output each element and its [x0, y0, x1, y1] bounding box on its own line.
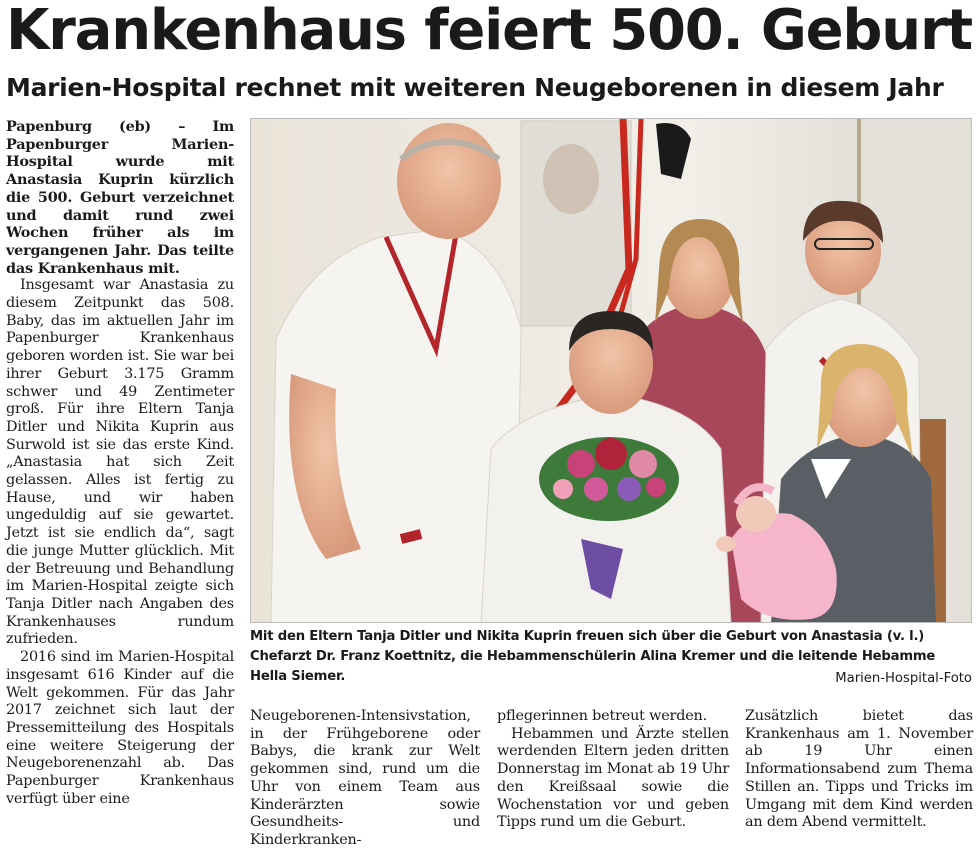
text-column-1 [6, 118, 234, 808]
news-photo [250, 118, 972, 623]
body-paragraph-3: Hebammen und Ärzte stellen werdenden Eltern jeden dritten Donnerstag im Monat ab 19 Uhr den Kreißsaal sowie die Wochenstation vor und geben Tipps rund um die Geburt. [497, 725, 729, 831]
subheadline: Marien-Hospital rechnet mit weiteren Neugeborenen in diesem Jahr [6, 73, 944, 102]
body-paragraph-2-continued: Neugeborenen-Intensivstation, in der Frühgeborene oder Babys, die krank zur Welt gekommen sind, rund um die Uhr von einem Team aus Kinderärzten sowie Gesundheits- und Kinderkranken- [250, 708, 480, 848]
body-paragraph-2-end: pflegerinnen betreut werden. [497, 708, 707, 724]
lead-paragraph: Papenburg (eb) – Im Papenburger Marien-Hospital wurde mit Anastasia Kuprin kürzlich die 500. Geburt verzeichnet und damit rund zwei Wochen früher als im vergangenen Jahr. Das teilte das Krankenhaus mit. [6, 118, 234, 277]
body-paragraph-1: Insgesamt war Anastasia zu diesem Zeitpunkt das 508. Baby, das im aktuellen Jahr im Papenburger Krankenhaus geboren worden ist. Sie war bei ihrer Geburt 3.175 Gramm schwer und 49 Zentimeter groß. Für ihre Eltern Tanja Ditler und Nikita Kuprin aus Surwold ist sie das erste Kind. „Anastasia hat sich Zeit gelassen. Alles ist fertig zu Hause, und wir haben ungeduldig auf sie gewartet. Jetzt ist sie endlich da“, sagt die junge Mutter glücklich. Mit der Betreuung und Behandlung im Marien-Hospital zeigte sich Tanja Ditler nach Angaben des Krankenhauses rundum zufrieden. [6, 277, 234, 648]
photo-caption: Mit den Eltern Tanja Ditler und Nikita Kuprin freuen sich über die Geburt von Anastasia (v. l.) Chefarzt Dr. Franz Koettnitz, die Hebammenschülerin Alina Kremer und die leitende Hebamme Hella Siemer. [250, 629, 936, 684]
photo-credit: Marien-Hospital-Foto [835, 671, 972, 686]
headline: Krankenhaus feiert 500. Geburt [6, 0, 972, 63]
text-column-3 [497, 708, 729, 832]
body-paragraph-4: Zusätzlich bietet das Krankenhaus am 1. November ab 19 Uhr einen Informationsabend zum Thema Stillen an. Tipps und Tricks im Umgang mit dem Kind werden an dem Abend vermittelt. [745, 708, 973, 831]
text-column-2 [250, 708, 480, 850]
text-column-4 [745, 708, 973, 832]
body-paragraph-2-start: 2016 sind im Marien-Hospital insgesamt 616 Kinder auf die Welt gekommen. Für das Jahr 2017 zeichnet sich laut der Pressemitteilung des Hospitals eine weitere Steigerung der Neugeborenenzahl ab. Das Papenburger Krankenhaus verfügt über eine [6, 649, 234, 807]
